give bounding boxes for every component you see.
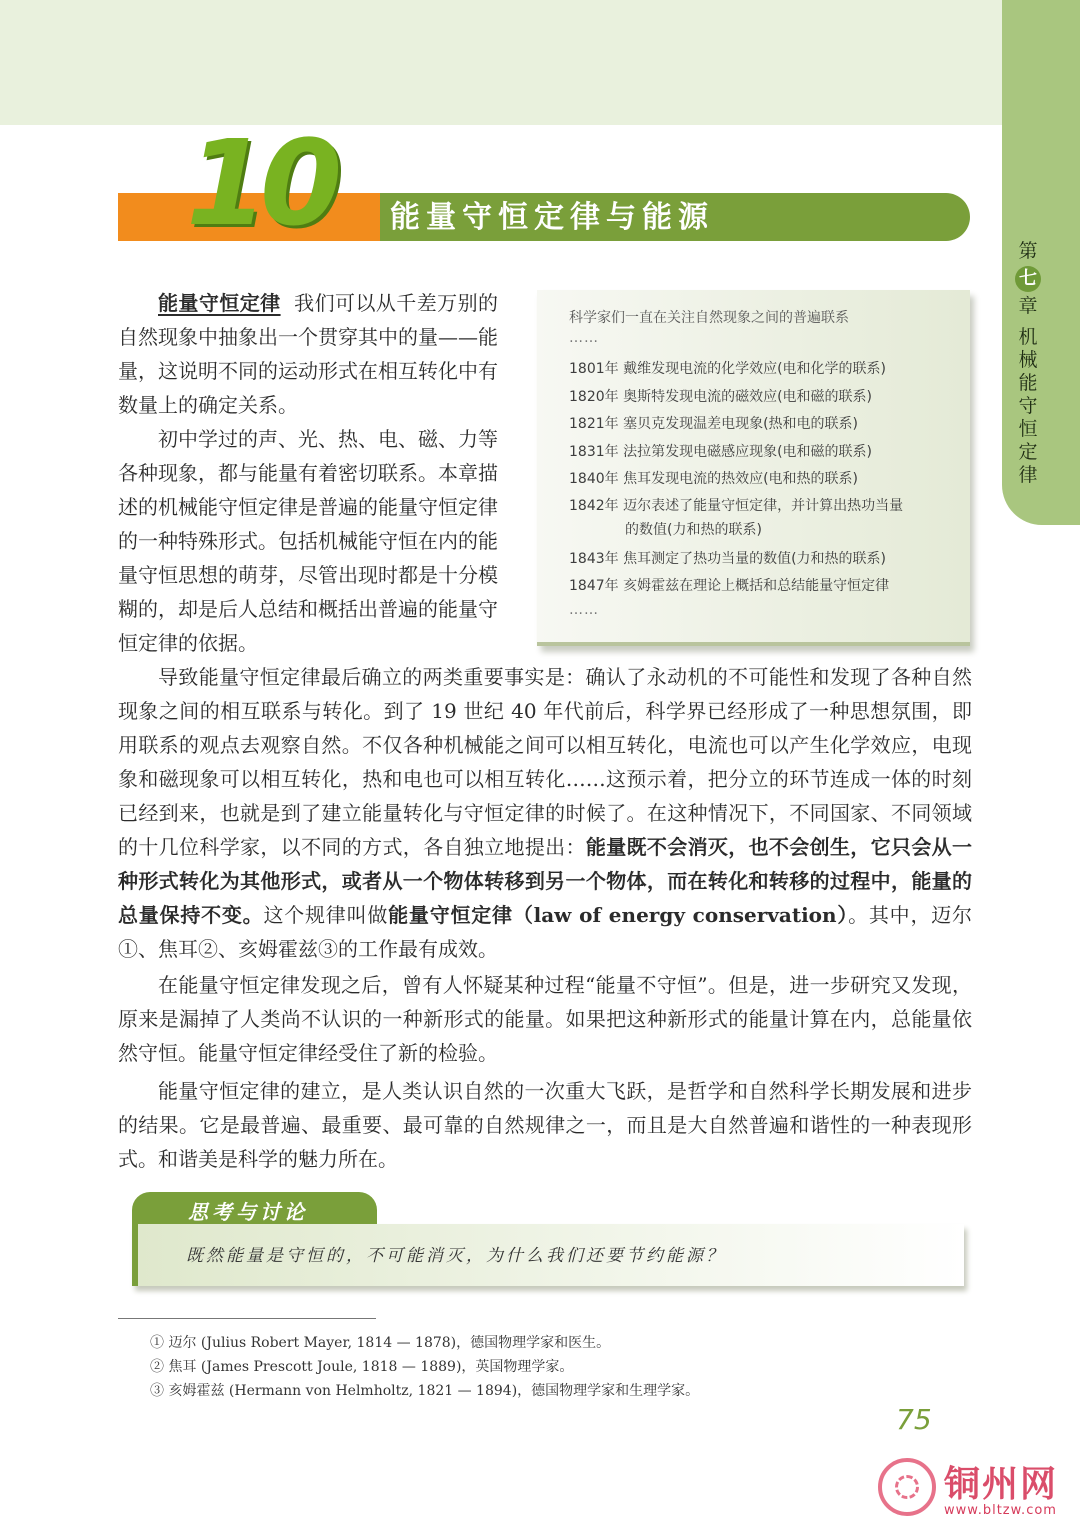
discussion-label: 思考与讨论 — [188, 1200, 308, 1224]
body-paragraph: 在能量守恒定律发现之后，曾有人怀疑某种过程“能量不守恒”。但是，进一步研究又发现，原来是漏掉了人类尚不认识的一种新形式的能量。如果把这种新形式的能量计算在内，总能量依然守恒。能量守恒定律经受住了新的检验。 — [118, 973, 972, 1065]
top-header-band — [0, 0, 1080, 125]
footnotes — [150, 1331, 699, 1403]
footnote: ① 迈尔 (Julius Robert Mayer, 1814 — 1878)，德国物理学家和医生。 — [150, 1335, 611, 1351]
chapter-number-circle: 七 — [1015, 266, 1041, 292]
timeline-item: 1840年 焦耳发现电流的热效应(电和热的联系) — [569, 471, 859, 487]
footnote: ② 焦耳 (James Prescott Joule, 1818 — 1889)，英国物理学家。 — [150, 1359, 574, 1375]
timeline-item: 1821年 塞贝克发现温差电现象(热和电的联系) — [569, 416, 859, 432]
intro-text-2: 初中学过的声、光、热、电、磁、力等各种现象，都与能量有着密切联系。本章描述的机械能守恒定律是普遍的能量守恒定律的一种特殊形式。包括机械能守恒在内的能量守恒思想的萌芽，尽管出现时都是十分模糊的，却是后人总结和概括出普遍的能量守恒定律的依据。 — [118, 427, 498, 655]
side-char: 律 — [1018, 464, 1038, 486]
watermark-url: www.bltzw.com — [944, 1503, 1057, 1518]
discussion-box — [132, 1224, 964, 1286]
footnote-divider — [118, 1318, 376, 1319]
chapter-side-label — [1014, 240, 1042, 487]
timeline-sidebar — [537, 290, 970, 646]
intro-paragraph — [118, 286, 498, 660]
side-char: 械 — [1018, 349, 1038, 371]
timeline-item: 1801年 戴维发现电流的化学效应(电和化学的联系) — [569, 361, 887, 377]
body-paragraph: 能量守恒定律的建立，是人类认识自然的一次重大飞跃，是哲学和自然科学长期发展和进步的结果。它是最普遍、最重要、最可靠的自然规律之一，而且是大自然普遍和谐性的一种表现形式。和谐美是科学的魅力所在。 — [118, 1079, 972, 1171]
side-char: 守 — [1018, 395, 1038, 417]
timeline-list — [569, 356, 959, 601]
discussion-label-tab — [132, 1192, 377, 1228]
watermark-text: 铜州网 — [944, 1464, 1059, 1505]
side-char: 机 — [1018, 326, 1038, 348]
timeline-item: 1843年 焦耳测定了热功当量的数值(力和热的联系) — [569, 550, 887, 567]
watermark-logo-icon — [878, 1458, 936, 1516]
side-char: 第 — [1018, 240, 1038, 262]
keyword-heading: 能量守恒定律 — [158, 291, 281, 315]
side-char: 章 — [1018, 295, 1038, 317]
timeline-item: 1831年 法拉第发现电磁感应现象(电和磁的联系) — [569, 443, 873, 460]
footnote: ③ 亥姆霍兹 (Hermann von Helmholtz, 1821 — 1894)，德国物理学家和生理学家。 — [150, 1383, 700, 1399]
timeline-item: 1847年 亥姆霍兹在理论上概括和总结能量守恒定律 — [569, 578, 890, 594]
law-term: 能量守恒定律（law of energy conservation） — [388, 903, 849, 927]
section-number: 10 — [186, 114, 335, 252]
discussion-question: 既然能量是守恒的，不可能消灭，为什么我们还要节约能源？ — [186, 1246, 726, 1266]
body-paragraph: 导致能量守恒定律最后确立的两类重要事实是：确认了永动机的不可能性和发现了各种自然现象之间的相互联系与转化。到了 19 世纪 40 年代前后，科学界已经形成了一种思想氛围，即用联系的观点去观察自然。不仅各种机械能之间可以相互转化，电流也可以产生化学效应，电现象和磁现象可以相互转化，热和电也可以相互转化……这预示着，把分立的环节连成一体的时刻已经到来，也就是到了建立能量转化与守恒定律的时候了。在这种情况下，不同国家、不同领域的十几位科学家，以不同的方式，各自独立地提出：能量既不会消灭，也不会创生，它只会从一种形式转化为其他形式，或者从一个物体转移到另一个物体，而在转化和转移的过程中，能量的总量保持不变。这个规律叫做能量守恒定律（law of energy conservation）。其中，迈尔①、焦耳②、亥姆霍兹③的工作最有成效。 — [118, 665, 973, 961]
law-statement: 能量既不会消灭，也不会创生，它只会从一种形式转化为其他形式，或者从一个物体转移到另一个物体，而在转化和转移的过程中，能量的总量保持不变。 — [118, 835, 973, 927]
side-char: 恒 — [1018, 418, 1038, 440]
side-char: 定 — [1018, 441, 1038, 463]
timeline-item: 1820年 奥斯特发现电流的磁效应(电和磁的联系) — [569, 388, 873, 405]
sidebar-ellipsis: …… — [569, 330, 599, 346]
sidebar-ellipsis-end: …… — [569, 602, 599, 618]
side-char: 能 — [1018, 372, 1038, 394]
page-number: 75 — [896, 1403, 932, 1436]
intro-text: 我们可以从千差万别的自然现象中抽象出一个贯穿其中的量——能量，这说明不同的运动形式在相互转化中有数量上的确定关系。 — [118, 291, 499, 417]
sidebar-title: 科学家们一直在关注自然现象之间的普遍联系 — [569, 310, 849, 326]
section-title: 能量守恒定律与能源 — [390, 200, 714, 235]
timeline-item: 1842年 迈尔表述了能量守恒定律，并计算出热功当量 的数值(力和热的联系) — [569, 497, 904, 538]
